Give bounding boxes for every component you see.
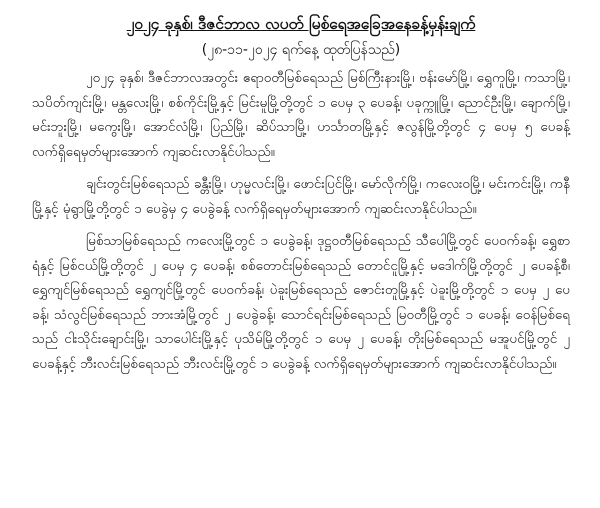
paragraph-chindwin: ချင်းတွင်းမြစ်ရေသည် ခန္တီးမြို့၊ ဟုမ္မလင်းမြို့၊ ဖောင်းပြင်မြို့၊ မော်လိုက်မြို့၊ ကလေးဝမြို့၊ မင်းကင်းမြို့၊ ကနီမြို့နှင့် မုံရွာမြို့တို့တွင် ၁ ပေခွဲမှ ၄ ပေခွဲခန့် လက်ရှိရေမှတ်များအောက် ကျဆင်းလာနိုင်ပါသည်။ <box>32 176 570 217</box>
document-subtitle: (၂၈-၁၁-၂၀၂၄ ရက်နေ့ ထုတ်ပြန်သည်) <box>201 42 401 58</box>
paragraph-other-rivers: မြစ်သာမြစ်ရေသည် ကလေးမြို့တွင် ၁ ပေခွဲခန့်၊ ဒုဋ္ဌဝတီမြစ်ရေသည် သီပေါမြို့တွင် ပေဝက်ခန့်၊ ရွှေစာရံနှင့် မြစ်ငယ်မြို့တို့တွင် ၂ ပေမှ ၄ ပေခန့်၊ စစ်တောင်းမြစ်ရေသည် တောင်ငူမြို့နှင့် မဒေါက်မြို့တို့တွင် ၂ ပေခန့်စီ၊ ရွှေကျင်မြစ်ရေသည် ရွှေကျင်မြို့တွင် ပေဝက်ခန့်၊ ပဲခူးမြစ်ရေသည် ဇောင်းတူမြို့နှင့် ပဲခူးမြို့တို့တွင် ၁ ပေမှ ၂ ပေခန့်၊ သံလွင်မြစ်ရေသည် ဘားအံမြို့တွင် ၂ ပေခွဲခန့်၊ သောင်ရင်းမြစ်ရေသည် မြဝတီမြို့တွင် ၁ ပေခန့်၊ ဝေန်မြစ်ရေသည် ငါးသိုင်းချောင်းမြို့၊ သာပေါင်းမြို့နှင့် ပုသိမ်မြို့တို့တွင် ၁ ပေမှ ၂ ပေခန့်၊ တိုးမြစ်ရေသည် မအူပင်မြို့တွင် ၂ ပေခန့်နှင့် ဘီးလင်းမြစ်ရေသည် ဘီးလင်းမြို့တွင် ၁ ပေခွဲခန့် လက်ရှိရေမှတ်များအောက် ကျဆင်းလာနိုင်ပါသည်။ <box>32 233 570 372</box>
document-title: ၂၀၂၄ ခုနှစ်၊ ဒီဇင်ဘာလ လပတ် မြစ်ရေအခြေအနေခန့်မှန်းချက် <box>126 15 476 33</box>
paragraph-irrawaddy: ၂၀၂၄ ခုနှစ်၊ ဒီဇင်ဘာလအတွင်း ဧရာဝတီမြစ်ရေသည် မြစ်ကြီးနားမြို့၊ ဗန်းမော်မြို့၊ ရွှေကူမြို့၊ ကသာမြို့၊ သပိတ်ကျင်းမြို့၊ မန္တလေးမြို့၊ စစ်ကိုင်းမြို့နှင့် မြင်းမူမြို့တို့တွင် ၁ ပေမှ ၃ ပေခန့်၊ ပခုက္ကူမြို့၊ ညောင်ဦးမြို့၊ ချောက်မြို့၊ မင်းဘူးမြို့၊ မကွေးမြို့၊ အောင်လံမြို့၊ ပြည်မြို့၊ ဆိပ်သာမြို့၊ ဟင်္သာတမြို့နှင့် ဇလွန်မြို့တို့တွင် ၄ ပေမှ ၅ ပေခန့် လက်ရှိရေမှတ်များအောက် ကျဆင်းလာနိုင်ပါသည်။ <box>32 70 570 160</box>
